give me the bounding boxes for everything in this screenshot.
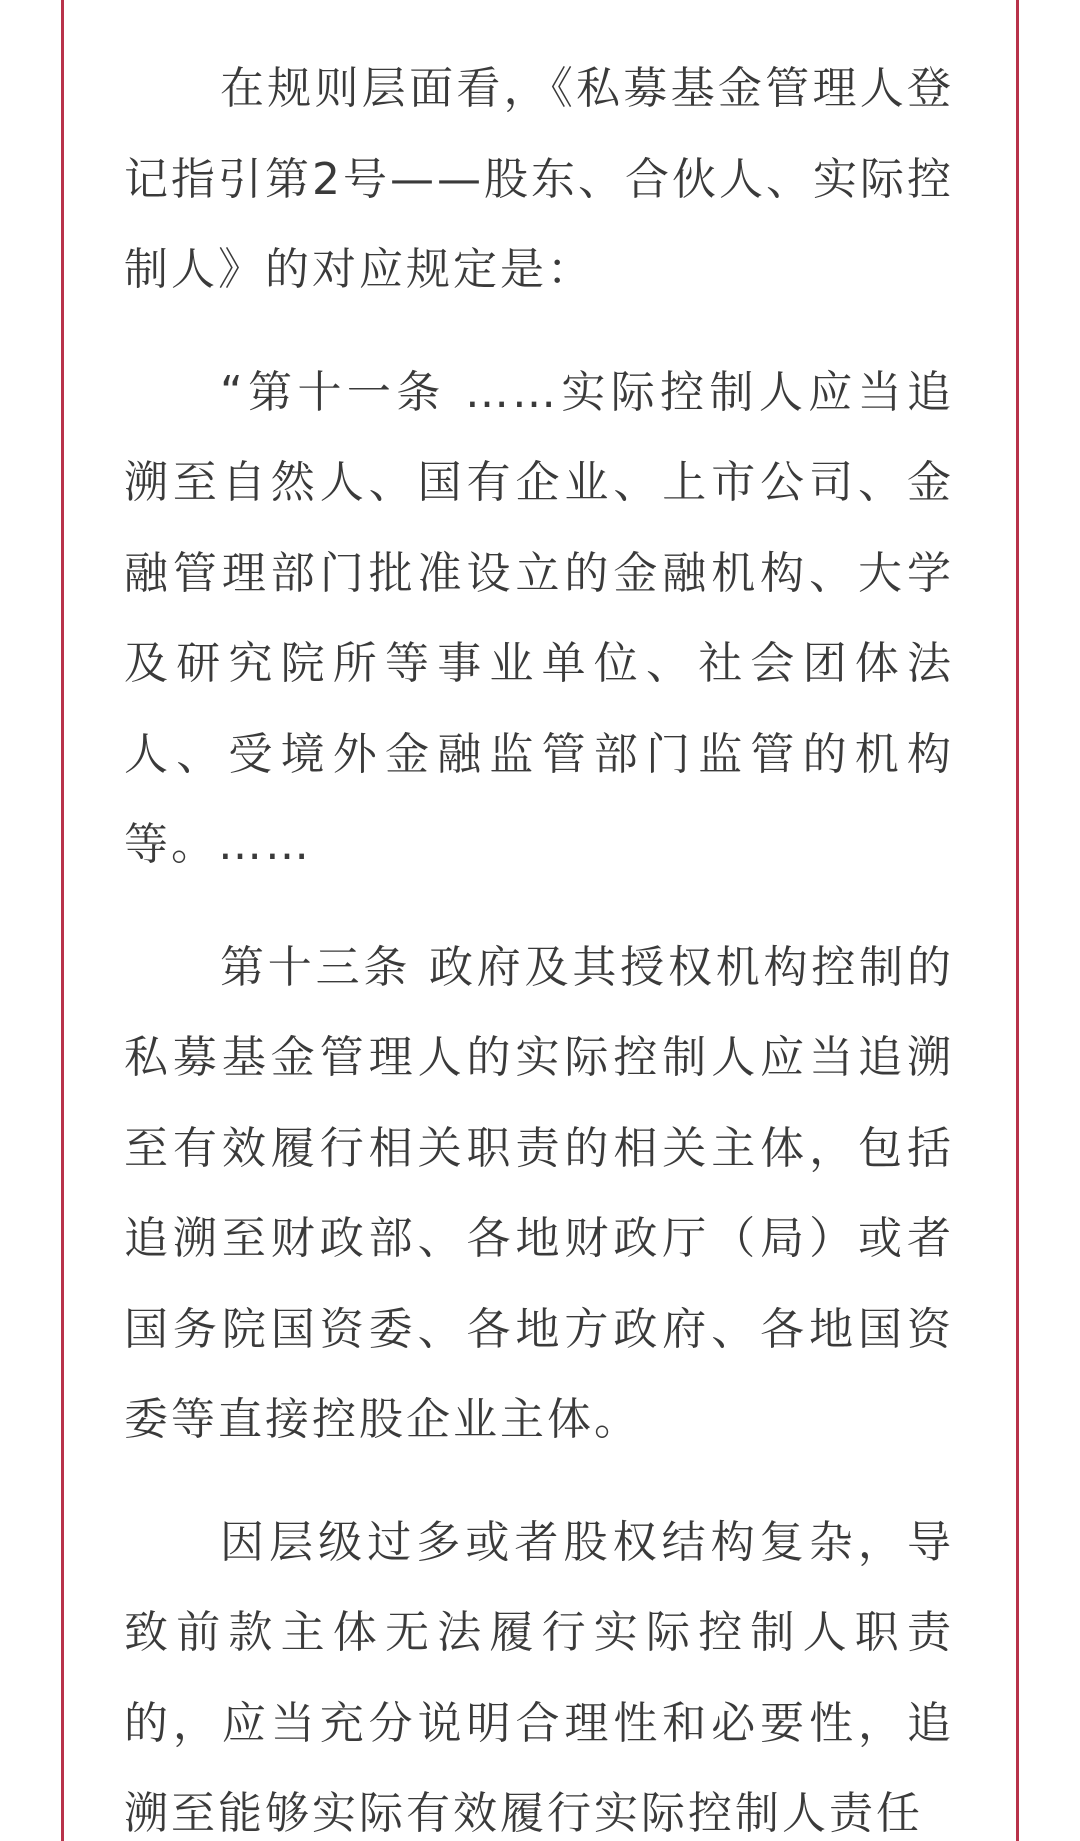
- left-border-line: [61, 0, 64, 1841]
- right-border-line: [1016, 0, 1019, 1841]
- paragraph-complex-structure: 因层级过多或者股权结构复杂，导致前款主体无法履行实际控制人职责的，应当充分说明合理性和必要性，追溯至能够实际有效履行实际控制人责任: [124, 1516, 954, 1839]
- paragraph-article-13: 第十三条 政府及其授权机构控制的私募基金管理人的实际控制人应当追溯至有效履行相关职责的相关主体，包括追溯至财政部、各地财政厅（局）或者国务院国资委、各地方政府、各地国资委等直接控股企业主体。: [124, 941, 954, 1445]
- paragraph-article-11: “第十一条 ……实际控制人应当追溯至自然人、国有企业、上市公司、金融管理部门批准设立的金融机构、大学及研究院所等事业单位、社会团体法人、受境外金融监管部门监管的机构等。……: [124, 366, 954, 870]
- article-body: [124, 44, 954, 1841]
- paragraph-intro: 在规则层面看，《私募基金管理人登记指引第2号——股东、合伙人、实际控制人》的对应规定是：: [124, 63, 954, 295]
